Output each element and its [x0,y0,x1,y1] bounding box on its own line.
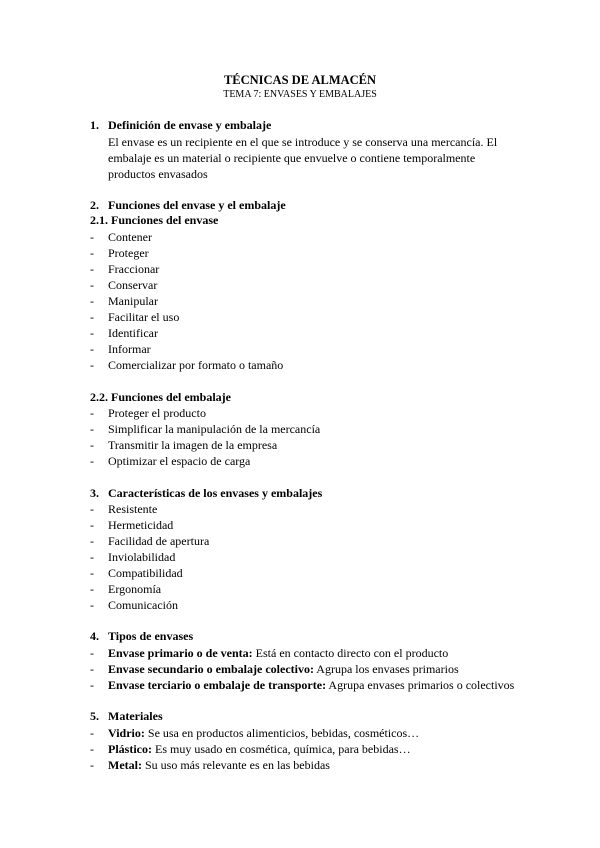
section-number: 2. [90,198,99,212]
list-item: - Envase terciario o embalaje de transporte: Agrupa envases primarios o colectivos [90,678,515,692]
list-item: - Manipular [90,294,158,308]
list-item: - Resistente [90,502,158,516]
section-2-heading [90,198,286,213]
list-item: - Identificar [90,326,158,340]
list-item: - Transmitir la imagen de la empresa [90,438,278,452]
section-number: 5. [90,709,99,723]
document-title: TÉCNICAS DE ALMACÉN [223,73,377,87]
section-3-heading [90,486,322,501]
list-item: - Informar [90,342,151,356]
subsection-2-1-heading: 2.1. Funciones del envase [90,213,219,227]
list-item: - Facilitar el uso [90,310,180,324]
list-item: - Proteger el producto [90,406,206,420]
embalaje-functions-list [90,405,530,469]
section-1-heading [90,118,271,133]
list-item: - Facilidad de apertura [90,534,210,548]
section-5-heading [90,709,163,724]
section-number: 4. [90,629,99,643]
list-item: - Plástico: Es muy usado en cosmética, química, para bebidas… [90,742,411,756]
list-item: - Comercializar por formato o tamaño [90,358,284,372]
subsection-2-2-heading: 2.2. Funciones del embalaje [90,390,231,404]
list-item: - Proteger [90,246,149,260]
list-item: - Ergonomía [90,582,162,596]
materials-list [90,725,530,773]
section-1-paragraph: El envase es un recipiente en el que se introduce y se conserva una mercancía. El embalaje es un material o recipiente que envuelve o contiene temporalmente productos envasados [108,135,498,181]
list-item: - Metal: Su uso más relevante es en las bebidas [90,758,330,772]
list-item: - Optimizar el espacio de carga [90,454,251,468]
characteristics-list [90,501,530,613]
list-item: - Envase primario o de venta: Está en contacto directo con el producto [90,646,449,660]
section-number: 3. [90,486,99,500]
list-item: - Vidrio: Se usa en productos alimenticios, bebidas, cosméticos… [90,726,420,740]
section-title: Definición de envase y embalaje [108,118,272,132]
section-title: Tipos de envases [108,629,194,643]
list-item: - Inviolabilidad [90,550,176,564]
section-title: Funciones del envase y el embalaje [108,198,286,212]
list-item: - Fraccionar [90,262,160,276]
document-subtitle: TEMA 7: ENVASES Y EMBALAJES [223,89,377,100]
list-item: - Envase secundario o embalaje colectivo: Agrupa los envases primarios [90,662,459,676]
list-item: - Compatibilidad [90,566,183,580]
envase-types-list [90,645,530,693]
list-item: - Conservar [90,278,158,292]
section-title: Características de los envases y embalajes [108,486,323,500]
list-item: - Hermeticidad [90,518,174,532]
section-title: Materiales [108,709,163,723]
section-4-heading [90,629,193,644]
list-item: - Contener [90,230,152,244]
section-number: 1. [90,118,99,132]
list-item: - Comunicación [90,598,178,612]
list-item: - Simplificar la manipulación de la mercancía [90,422,321,436]
envase-functions-list [90,229,530,373]
